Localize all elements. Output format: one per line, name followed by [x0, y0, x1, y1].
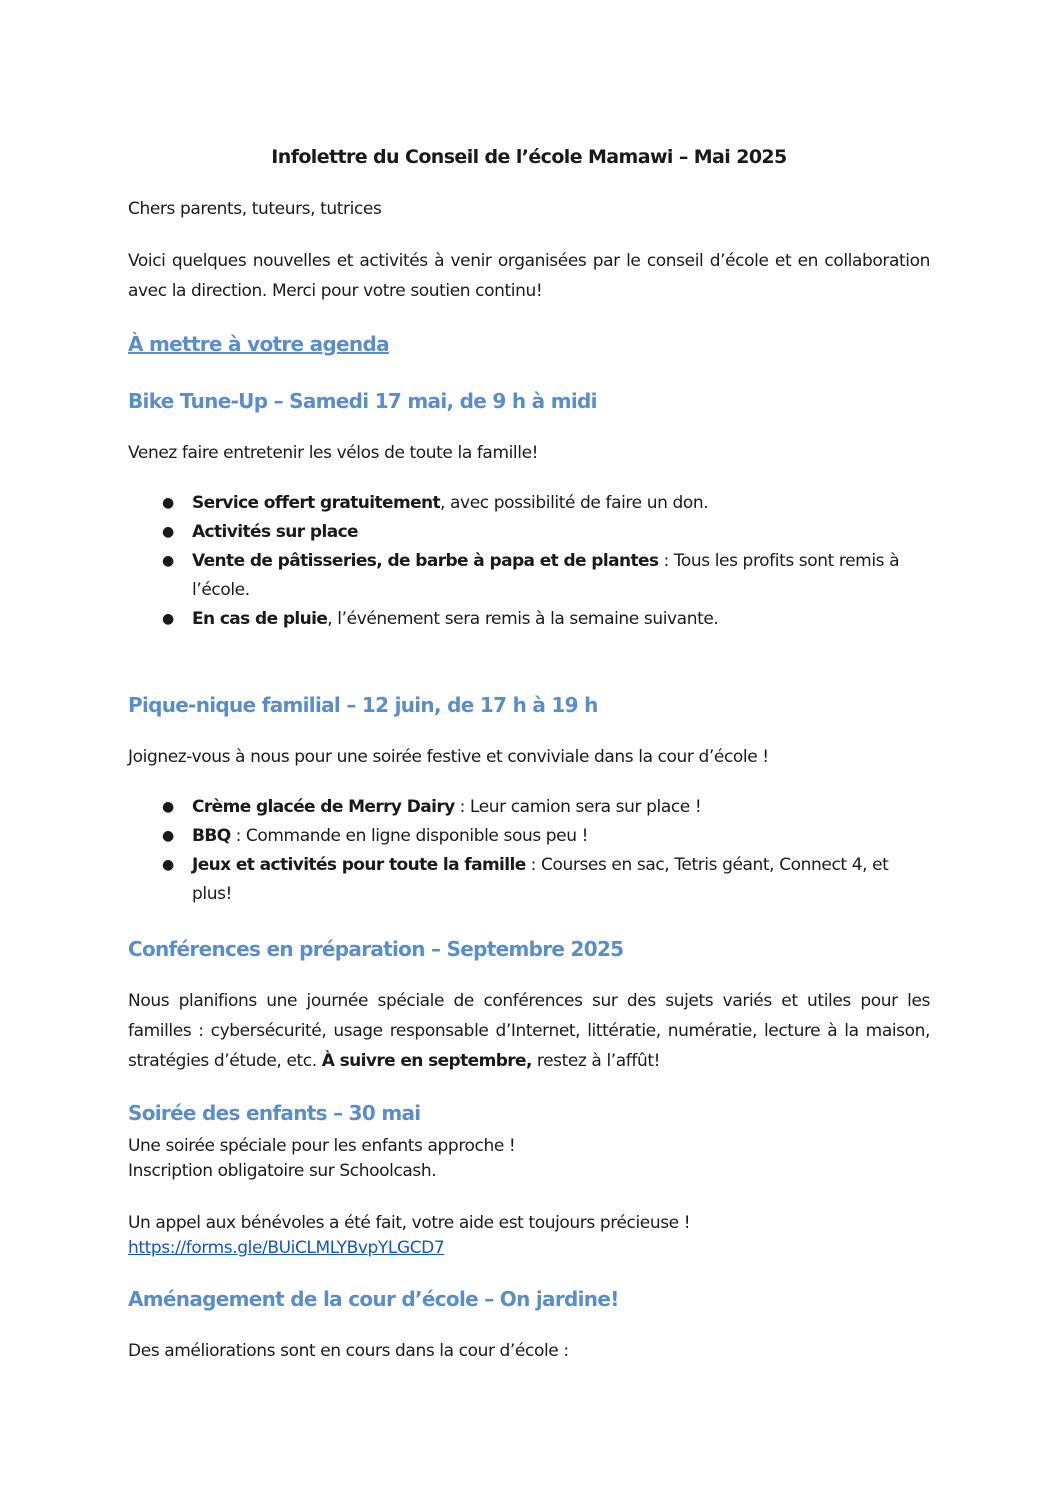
list-item: ● BBQ : Commande en ligne disponible sous peu ! [192, 822, 930, 851]
newsletter-content [128, 146, 930, 1366]
list-item: ● En cas de pluie, l’événement sera remis à la semaine suivante. [192, 605, 930, 634]
volunteer-form-link[interactable]: https://forms.gle/BUiCLMLYBvpYLGCD7 [128, 1238, 445, 1258]
bullet-icon: ● [162, 828, 174, 844]
list-item: ● Jeux et activités pour toute la famille : Courses en sac, Tetris géant, Connect 4, et plus! [192, 851, 930, 909]
bullet-icon: ● [162, 553, 174, 569]
intro-paragraph: Voici quelques nouvelles et activités à venir organisées par le conseil d’école et en collaboration avec la direction. Merci pour votre soutien continu! [128, 251, 930, 301]
conferences-heading: Conférences en préparation – Septembre 2025 [128, 937, 624, 961]
agenda-heading-link[interactable]: À mettre à votre agenda [128, 332, 389, 356]
bike-intro: Venez faire entretenir les vélos de toute la famille! [128, 443, 539, 463]
bike-heading: Bike Tune-Up – Samedi 17 mai, de 9 h à midi [128, 389, 597, 413]
list-item: ● Service offert gratuitement, avec possibilité de faire un don. [192, 489, 930, 518]
bullet-icon: ● [162, 799, 174, 815]
conferences-paragraph: Nous planifions une journée spéciale de conférences sur des sujets variés et utiles pour les familles : cybersécurité, usage responsable d’Internet, littératie, numératie, lecture à la maison, stratégies d’étude, etc. À suivre en septembre, restez à l’affût! [128, 991, 930, 1071]
list-item: ● Crème glacée de Merry Dairy : Leur camion sera sur place ! [192, 793, 930, 822]
bullet-icon: ● [162, 611, 174, 627]
kids-night-line-2: Inscription obligatoire sur Schoolcash. [128, 1161, 437, 1181]
volunteer-call: Un appel aux bénévoles a été fait, votre aide est toujours précieuse ! [128, 1213, 691, 1233]
page-title: Infolettre du Conseil de l’école Mamawi – Mai 2025 [271, 146, 787, 168]
kids-night-heading: Soirée des enfants – 30 mai [128, 1101, 421, 1125]
kids-night-line-1: Une soirée spéciale pour les enfants approche ! [128, 1136, 516, 1156]
yard-intro: Des améliorations sont en cours dans la cour d’école : [128, 1341, 569, 1361]
bullet-icon: ● [162, 524, 174, 540]
greeting: Chers parents, tuteurs, tutrices [128, 199, 382, 219]
list-item: ● Activités sur place [192, 518, 930, 547]
bullet-icon: ● [162, 857, 174, 873]
bike-list [128, 489, 930, 634]
yard-heading: Aménagement de la cour d’école – On jardine! [128, 1287, 619, 1311]
list-item: ● Vente de pâtisseries, de barbe à papa et de plantes : Tous les profits sont remis à l’école. [192, 547, 930, 605]
picnic-intro: Joignez-vous à nous pour une soirée festive et conviviale dans la cour d’école ! [128, 747, 769, 767]
picnic-list [128, 793, 930, 909]
bullet-icon: ● [162, 495, 174, 511]
picnic-heading: Pique-nique familial – 12 juin, de 17 h à 19 h [128, 693, 598, 717]
